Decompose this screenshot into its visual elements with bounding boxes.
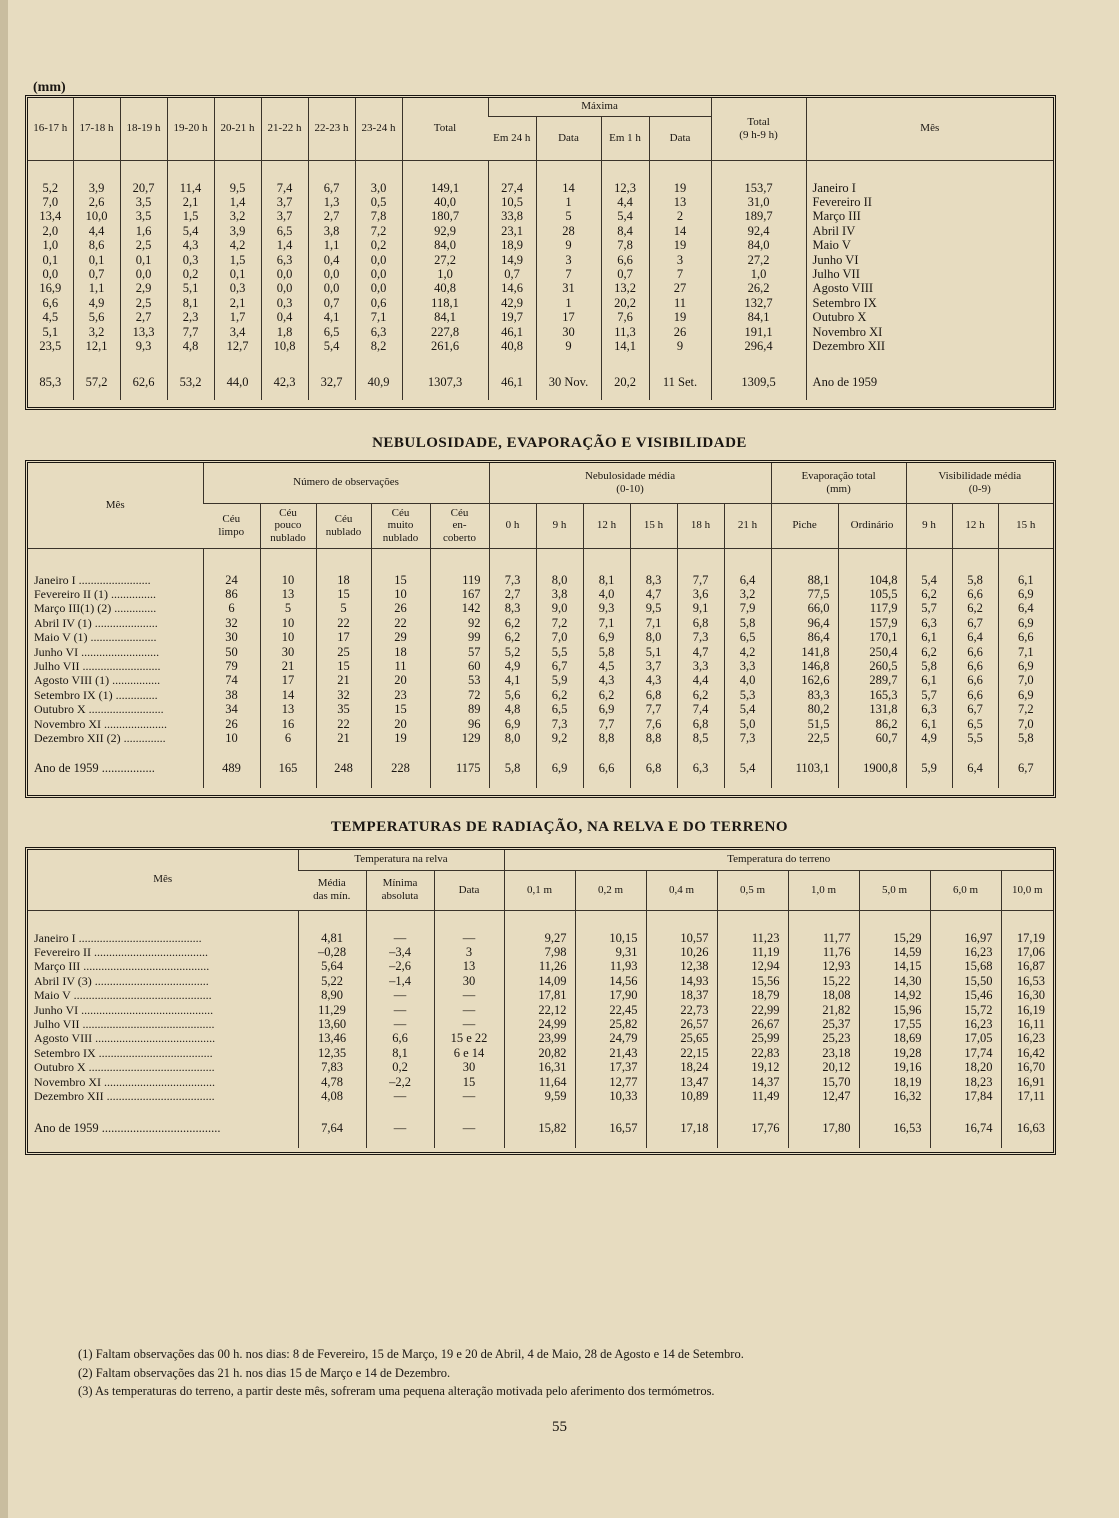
- relva-header: Temperatura na relva: [298, 850, 504, 870]
- year-total: 20,2: [601, 365, 649, 400]
- column-values: 11,4 2,1 1,5 5,4 4,3 0,3 0,2 5,1 8,1 2,3 7,7 4,8: [167, 160, 214, 365]
- hour-header: 20-21 h: [214, 98, 261, 160]
- vis-hour-header: 12 h: [952, 503, 998, 548]
- column-values: 12,3 4,4 5,4 8,4 7,8 6,6 0,7 13,2 20,2 7,6 11,3 14,1: [601, 160, 649, 365]
- column-values: 8,3 4,7 9,5 7,1 8,0 5,1 3,7 4,3 6,8 7,7 7,6 8,8: [630, 548, 677, 748]
- month-header: Mês: [806, 98, 1053, 160]
- year-total: 53,2: [167, 365, 214, 400]
- year-total: 11 Set.: [649, 365, 711, 400]
- total-9h-header: Total (9 h-9 h): [711, 98, 806, 160]
- year-total: 17,76: [717, 1108, 788, 1148]
- year-total: 42,3: [261, 365, 308, 400]
- column-values: 11,23 11,19 12,94 15,56 18,79 22,99 26,67 25,99 22,83 19,12 14,37 11,49: [717, 910, 788, 1108]
- section-title-nebulosidade: NEBULOSIDADE, EVAPORAÇÃO E VISIBILIDADE: [372, 435, 747, 451]
- depth-header: 0,4 m: [646, 870, 717, 910]
- year-total: 6,7: [998, 748, 1053, 788]
- year-label: Ano de 1959: [806, 365, 1053, 400]
- hour-header: 17-18 h: [73, 98, 120, 160]
- footnotes: [78, 1345, 744, 1401]
- month-header: Mês: [28, 463, 203, 548]
- year-total: 17,80: [788, 1108, 859, 1148]
- observations-header: Número de observações: [203, 463, 489, 503]
- column-values: 10,57 10,26 12,38 14,93 18,37 22,73 26,57 25,65 22,15 18,24 13,47 10,89: [646, 910, 717, 1108]
- column-values: 6,1 6,9 6,4 6,9 6,6 7,1 6,9 7,0 6,9 7,2 7,0 5,8: [998, 548, 1053, 748]
- column-values: 19 13 2 14 19 3 7 27 11 19 26 9: [649, 160, 711, 365]
- year-total: 46,1: [488, 365, 536, 400]
- year-total: 6,3: [677, 748, 724, 788]
- column-values: 27,4 10,5 33,8 23,1 18,9 14,9 0,7 14,6 42,9 19,7 46,1 40,8: [488, 160, 536, 365]
- column-values: 104,8 105,5 117,9 157,9 170,1 250,4 260,5 289,7 165,3 131,8 86,2 60,7: [838, 548, 906, 748]
- month-names: Janeiro I ......................................... Fevereiro II ...................................... Março III .......................................... Abril IV (3) ...................................... Maio V .............................................. Junho VI ............................................ Julho VII ............................................ Agosto VIII ........................................ Setembro IX ...................................... Outubro X .......................................... Novembro XI ..................................... Dezembro XII ....................................: [34, 930, 216, 1103]
- ceu-pouco-nublado-header: Céu pouco nublado: [260, 503, 316, 548]
- year-total: 85,3: [39, 375, 62, 390]
- column-values: — –3,4 –2,6 –1,4 — — — 6,6 8,1 0,2 –2,2 —: [366, 910, 434, 1108]
- year-total: 248: [316, 748, 371, 788]
- evaporation-header: Evaporação total (mm): [771, 463, 906, 503]
- data-header: Data: [649, 116, 711, 160]
- column-values: 7,7 3,6 9,1 6,8 7,3 4,7 3,3 4,4 6,2 7,4 6,8 8,5: [677, 548, 724, 748]
- year-total: 489: [203, 748, 260, 788]
- depth-header: 6,0 m: [930, 870, 1001, 910]
- column-values: 11,77 11,76 12,93 15,22 18,08 21,82 25,37 25,23 23,18 20,12 15,70 12,47: [788, 910, 859, 1108]
- year-total: 16,53: [859, 1108, 930, 1148]
- year-total: 1900,8: [838, 748, 906, 788]
- ordinario-header: Ordinário: [838, 503, 906, 548]
- nebulosity-header: Nebulosidade média (0-10): [489, 463, 771, 503]
- footnote: (3) As temperaturas do terreno, a partir deste mês, sofreram uma pequena alteração motivada pelo aferimento dos termómetros.: [78, 1384, 715, 1398]
- month-header: Mês: [28, 850, 298, 910]
- column-values: 88,1 77,5 66,0 96,4 86,4 141,8 146,8 162,6 83,3 80,2 51,5 22,5: [771, 548, 838, 748]
- data-header: Data: [434, 870, 504, 910]
- footnote: (1) Faltam observações das 00 h. nos dias: 8 de Fevereiro, 15 de Março, 19 e 20 de Abril, 4 de Maio, 28 de Agosto e 14 de Setembro.: [78, 1347, 744, 1361]
- page-edge: [0, 0, 8, 1518]
- year-total: 1309,5: [711, 365, 806, 400]
- neb-hour-header: 12 h: [583, 503, 630, 548]
- unit-label: (mm): [33, 80, 66, 95]
- em1-header: Em 1 h: [601, 116, 649, 160]
- column-values: 149,1 40,0 180,7 92,9 84,0 27,2 1,0 40,8 118,1 84,1 227,8 261,6: [402, 160, 488, 365]
- data-header: Data: [536, 116, 601, 160]
- column-values: 153,7 31,0 189,7 92,4 84,0 27,2 1,0 26,2 132,7 84,1 191,1 296,4: [711, 160, 806, 365]
- year-total: 30 Nov.: [536, 365, 601, 400]
- column-values: 16,97 16,23 15,68 15,50 15,46 15,72 16,23 17,05 17,74 18,20 18,23 17,84: [930, 910, 1001, 1108]
- year-total: 57,2: [73, 365, 120, 400]
- column-values: 3,9 2,6 10,0 4,4 8,6 0,1 0,7 1,1 4,9 5,6 3,2 12,1: [73, 160, 120, 365]
- depth-header: 10,0 m: [1001, 870, 1053, 910]
- column-values: 15,29 14,59 14,15 14,30 14,92 15,96 17,55 18,69 19,28 19,16 18,19 16,32: [859, 910, 930, 1108]
- year-total: 1175: [430, 748, 489, 788]
- page-number: 55: [552, 1419, 567, 1435]
- column-values: 18 15 5 22 17 25 15 21 32 35 22 21: [316, 548, 371, 748]
- column-values: 6,4 3,2 7,9 5,8 6,5 4,2 3,3 4,0 5,3 5,4 5,0 7,3: [724, 548, 771, 748]
- year-total: 6,9: [536, 748, 583, 788]
- terreno-header: Temperatura do terreno: [504, 850, 1053, 870]
- column-values: 8,1 4,0 9,3 7,1 6,9 5,8 4,5 4,3 6,2 6,9 7,7 8,8: [583, 548, 630, 748]
- column-values: 7,3 2,7 8,3 6,2 6,2 5,2 4,9 4,1 5,6 4,8 6,9 8,0: [489, 548, 536, 748]
- year-total: 16,74: [930, 1108, 1001, 1148]
- depth-header: 5,0 m: [859, 870, 930, 910]
- column-values: 7,4 3,7 3,7 6,5 1,4 6,3 0,0 0,0 0,3 0,4 1,8 10,8: [261, 160, 308, 365]
- vis-hour-header: 15 h: [998, 503, 1053, 548]
- column-values: — 3 13 30 — — — 15 e 22 6 e 14 30 15 —: [434, 910, 504, 1108]
- year-total: 32,7: [308, 365, 355, 400]
- neb-hour-header: 9 h: [536, 503, 583, 548]
- section-title-temperaturas: TEMPERATURAS DE RADIAÇÃO, NA RELVA E DO TERRENO: [330, 819, 789, 835]
- visibility-header: Visibilidade média (0-9): [906, 463, 1053, 503]
- year-total: 5,9: [906, 748, 952, 788]
- neb-hour-header: 18 h: [677, 503, 724, 548]
- year-total: 228: [371, 748, 430, 788]
- month-names: Janeiro I Fevereiro II Março III Abril IV Maio V Junho VI Julho VII Agosto VIII Setembro IX Outubro X Novembro XI Dezembro XII: [806, 160, 1053, 365]
- neb-hour-header: 15 h: [630, 503, 677, 548]
- year-total: 15,82: [504, 1108, 575, 1148]
- depth-header: 0,1 m: [504, 870, 575, 910]
- column-values: 8,0 3,8 9,0 7,2 7,0 5,5 6,7 5,9 6,2 6,5 7,3 9,2: [536, 548, 583, 748]
- year-label: Ano de 1959 ......................................: [34, 1120, 221, 1135]
- total-header: Total: [402, 98, 488, 160]
- footnote: (2) Faltam observações das 21 h. nos dias 15 de Março e 14 de Dezembro.: [78, 1365, 451, 1380]
- precipitation-table: [25, 95, 1056, 410]
- year-total: —: [366, 1108, 434, 1148]
- year-total: 6,8: [630, 748, 677, 788]
- year-total: 1307,3: [402, 365, 488, 400]
- year-total: —: [434, 1108, 504, 1148]
- year-total: 62,6: [120, 365, 167, 400]
- hour-header: 16-17 h: [28, 98, 73, 160]
- hour-header: 23-24 h: [355, 98, 402, 160]
- column-values: 14 1 5 28 9 3 7 31 1 17 30 9: [536, 160, 601, 365]
- temperature-table: [25, 847, 1056, 1155]
- column-values: 9,27 7,98 11,26 14,09 17,81 22,12 24,99 23,99 20,82 16,31 11,64 9,59: [504, 910, 575, 1108]
- year-total: 5,8: [489, 748, 536, 788]
- year-total: 5,4: [724, 748, 771, 788]
- year-total: 17,18: [646, 1108, 717, 1148]
- year-total: 1103,1: [771, 748, 838, 788]
- neb-hour-header: 21 h: [724, 503, 771, 548]
- year-total: 16,57: [575, 1108, 646, 1148]
- media-minimas-header: Média das mín.: [298, 870, 366, 910]
- depth-header: 0,5 m: [717, 870, 788, 910]
- year-total: 6,6: [583, 748, 630, 788]
- ceu-muito-nublado-header: Céu muito nublado: [371, 503, 430, 548]
- year-total: 7,64: [298, 1108, 366, 1148]
- column-values: 3,0 0,5 7,8 7,2 0,2 0,0 0,0 0,0 0,6 7,1 6,3 8,2: [355, 160, 402, 365]
- hour-header: 22-23 h: [308, 98, 355, 160]
- column-values: 17,19 17,06 16,87 16,53 16,30 16,19 16,11 16,23 16,42 16,70 16,91 17,11: [1001, 910, 1053, 1108]
- column-values: 24 86 6 32 30 50 79 74 38 34 26 10: [203, 548, 260, 748]
- year-total: 6,4: [952, 748, 998, 788]
- nebulosidade-table: [25, 460, 1056, 798]
- year-total: 40,9: [355, 365, 402, 400]
- column-values: 10,15 9,31 11,93 14,56 17,90 22,45 25,82 24,79 21,43 17,37 12,77 10,33: [575, 910, 646, 1108]
- column-values: 15 10 26 22 29 18 11 20 23 15 20 19: [371, 548, 430, 748]
- vis-hour-header: 9 h: [906, 503, 952, 548]
- ceu-nublado-header: Céu nublado: [316, 503, 371, 548]
- column-values: 119 167 142 92 99 57 60 53 72 89 96 129: [430, 548, 489, 748]
- hour-header: 18-19 h: [120, 98, 167, 160]
- piche-header: Piche: [771, 503, 838, 548]
- month-names: Janeiro I ........................ Fevereiro II (1) ............... Março III(1) (2) .............. Abril IV (1) ..................... Maio V (1) ...................... Junho VI .......................... Julho VII .......................... Agosto VIII (1) ................ Setembro IX (1) .............. Outubro X ......................... Novembro XI ..................... Dezembro XII (2) ..............: [34, 572, 167, 745]
- year-total: 16,63: [1001, 1108, 1053, 1148]
- hour-header: 21-22 h: [261, 98, 308, 160]
- depth-header: 1,0 m: [788, 870, 859, 910]
- em24-header: Em 24 h: [488, 116, 536, 160]
- year-total: 165: [260, 748, 316, 788]
- hour-header: 19-20 h: [167, 98, 214, 160]
- column-values: 5,4 6,2 5,7 6,3 6,1 6,2 5,8 6,1 5,7 6,3 6,1 4,9: [906, 548, 952, 748]
- column-values: 6,7 1,3 2,7 3,8 1,1 0,4 0,0 0,0 0,7 4,1 6,5 5,4: [308, 160, 355, 365]
- column-values: 5,8 6,6 6,2 6,7 6,4 6,6 6,6 6,6 6,6 6,7 6,5 5,5: [952, 548, 998, 748]
- maxima-header: Máxima: [488, 98, 711, 116]
- minima-absoluta-header: Mínima absoluta: [366, 870, 434, 910]
- ceu-encoberto-header: Céu en- coberto: [430, 503, 489, 548]
- neb-hour-header: 0 h: [489, 503, 536, 548]
- column-values: 4,81 –0,28 5,64 5,22 8,90 11,29 13,60 13,46 12,35 7,83 4,78 4,08: [298, 910, 366, 1108]
- column-values: 9,5 1,4 3,2 3,9 4,2 1,5 0,1 0,3 2,1 1,7 3,4 12,7: [214, 160, 261, 365]
- year-label: Ano de 1959 .................: [34, 760, 155, 775]
- column-values: 10 13 5 10 10 30 21 17 14 13 16 6: [260, 548, 316, 748]
- column-values: 20,7 3,5 3,5 1,6 2,5 0,1 0,0 2,9 2,5 2,7 13,3 9,3: [120, 160, 167, 365]
- column-values: 5,2 7,0 13,4 2,0 1,0 0,1 0,0 16,9 6,6 4,5 5,1 23,5: [39, 180, 62, 353]
- ceu-limpo-header: Céu limpo: [203, 503, 260, 548]
- depth-header: 0,2 m: [575, 870, 646, 910]
- year-total: 44,0: [214, 365, 261, 400]
